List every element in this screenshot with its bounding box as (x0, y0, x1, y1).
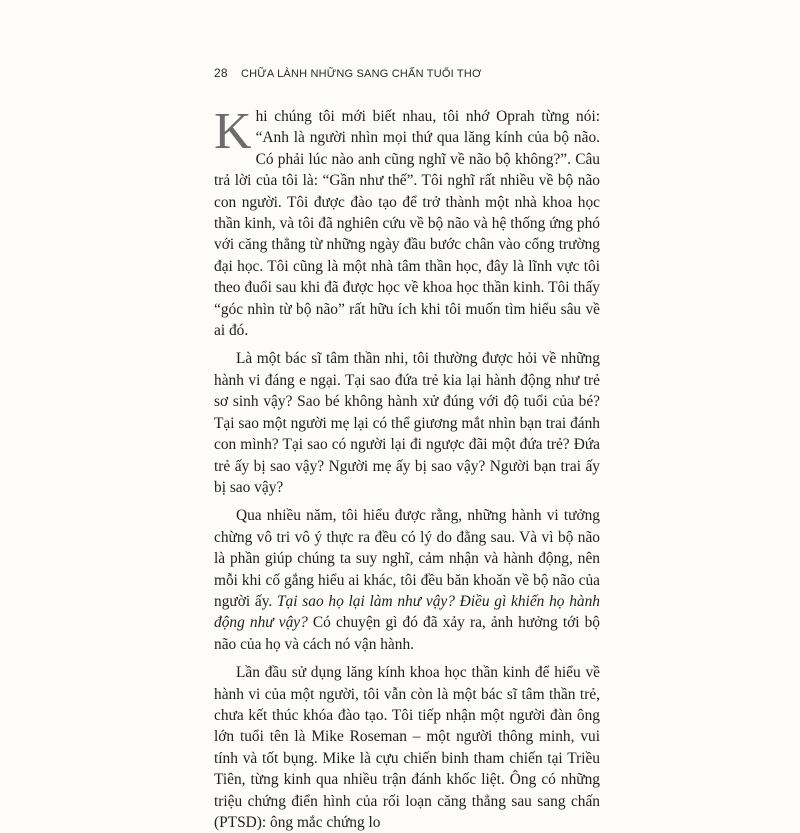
paragraph-1 (214, 103, 600, 341)
page-number: 28 (214, 66, 228, 80)
running-title: CHỮA LÀNH NHỮNG SANG CHẤN TUỔI THƠ (241, 68, 482, 80)
paragraph-3-text-before: Qua nhiều năm, tôi hiểu được rằng, những hành vi tưởng chừng vô tri vô ý thực ra đều có lý do đằng sau. Và vì bộ não là phần giúp chúng ta suy nghĩ, cảm nhận và hành động, nên mỗi khi cố gắng hiểu ai khác, tôi đều băn khoăn về bộ não của người ấy. (214, 507, 600, 610)
paragraph-1-text: hi chúng tôi mới biết nhau, tôi nhớ Oprah từng nói: “Anh là người nhìn mọi thứ qua lăng kính của bộ não. Có phải lúc nào anh cũng nghĩ về não bộ không?”. Câu trả lời của tôi là: “Gần như thế”. Tôi nghĩ rất nhiều về bộ não con người. Tôi được đào tạo để trở thành một nhà khoa học thần kinh, và tôi đã nghiên cứu về bộ não và hệ thống ứng phó với căng thẳng từ những ngày đầu bước chân vào cổng trường đại học. Tôi cũng là một nhà tâm thần học, đây là lĩnh vực tôi theo đuổi sau khi đã được học về khoa học thần kinh. Tôi thấy “góc nhìn từ bộ não” rất hữu ích khi tôi muốn tìm hiểu sâu về ai đó. (214, 108, 600, 340)
paragraph-4: Lần đầu sử dụng lăng kính khoa học thần kinh để hiểu về hành vi của một người, tôi vẫn còn là một bác sĩ tâm thần trẻ, chưa kết thúc khóa đào tạo. Tôi tiếp nhận một người đàn ông lớn tuổi tên là Mike Roseman – một người thông minh, vui tính và tốt bụng. Mike là cựu chiến binh tham chiến tại Triều Tiên, từng kinh qua nhiều trận đánh khốc liệt. Ông có những triệu chứng điển hình của rối loạn căng thẳng sau sang chấn (PTSD): ông mắc chứng lo (214, 664, 600, 831)
paragraph-3 (214, 505, 600, 655)
paragraph-3-italic: Tại sao họ lại làm như vậy? Điều gì khiến họ hành động như vậy? (214, 592, 600, 632)
running-header (214, 66, 482, 80)
drop-cap: K (214, 103, 252, 160)
paragraph-2: Là một bác sĩ tâm thần nhi, tôi thường được hỏi về những hành vi đáng e ngại. Tại sao đứa trẻ kia lại hành động như trẻ sơ sinh vậy? Sao bé không hành xử đúng với độ tuổi của bé? Tại sao một người mẹ lại có thể giương mắt nhìn bạn trai đánh con mình? Tại sao có người lại đi ngược đãi một đứa trẻ? Đứa trẻ ấy bị sao vậy? Người mẹ ấy bị sao vậy? Người bạn trai ấy bị sao vậy? (214, 350, 600, 496)
paragraph-3-text-after: Có chuyện gì đó đã xảy ra, ảnh hưởng tới bộ não của họ và cách nó vận hành. (214, 614, 600, 653)
body-text (214, 103, 600, 833)
